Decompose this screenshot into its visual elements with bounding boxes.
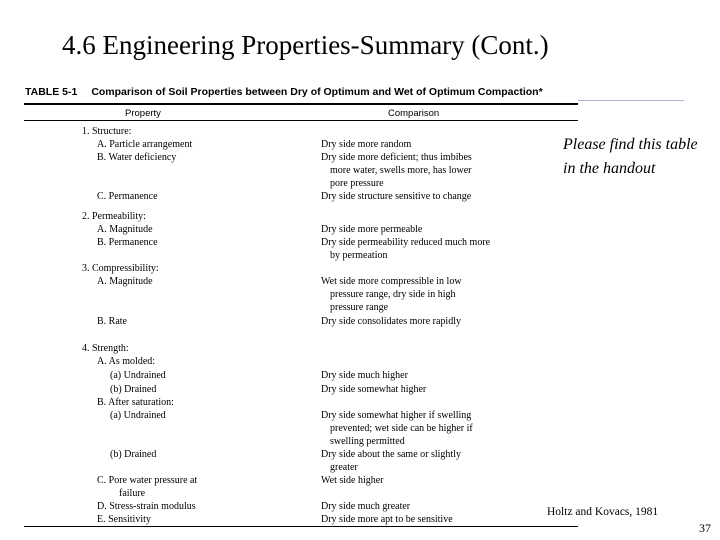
property-cell: (b) Drained [110,384,157,395]
comparison-cell [321,369,408,382]
comparison-line: more water, swells more, has lower [330,165,472,176]
property-cell: (a) Undrained [110,370,166,381]
property-cell: (a) Undrained [110,410,166,421]
comparison-line: Dry side somewhat higher if swelling [321,410,472,421]
comparison-line: Dry side permeability reduced much more [321,237,491,248]
table-number: TABLE 5-1 [25,86,78,98]
header-bottom-rule [24,120,578,121]
property-cell: B. Water deficiency [97,152,177,163]
property-cell: C. Pore water pressure at [97,475,198,486]
comparison-cell [321,275,462,314]
property-cell: A. Particle arrangement [97,139,193,150]
comparison-line: Dry side somewhat higher [321,384,427,395]
comparison-cell [321,474,384,487]
table-caption [25,86,543,98]
property-cell: B. After saturation: [97,397,174,408]
comparison-line: pressure range, dry side in high [330,289,456,300]
comparison-line: Wet side higher [321,475,384,486]
comparison-cell [321,223,422,236]
comparison-line: prevented; wet side can be higher if [330,423,473,434]
page-number: 37 [699,521,711,535]
handout-note: Please find this table in the handout [563,136,698,177]
comparison-cell [321,500,410,513]
comparison-cell [321,409,473,448]
property-cell: 2. Permeability: [82,211,146,222]
property-cell: A. Magnitude [97,276,153,287]
column-header-comparison: Comparison [388,108,440,119]
property-cell: A. Magnitude [97,224,153,235]
comparison-line: Dry side much greater [321,501,411,512]
comparison-cell [321,315,461,328]
comparison-line: Dry side more deficient; thus imbibes [321,152,472,163]
comparison-line: Dry side much higher [321,370,408,381]
decorative-rule [578,100,684,101]
comparison-line: Wet side more compressible in low [321,276,462,287]
comparison-line: Dry side more apt to be sensitive [321,514,453,525]
slide-title: 4.6 Engineering Properties-Summary (Cont.) [62,30,549,60]
comparison-cell [321,448,461,474]
comparison-line: pressure range [330,302,389,313]
comparison-cell [321,190,471,203]
comparison-line: pore pressure [330,178,384,189]
property-cell: D. Stress-strain modulus [97,501,196,512]
column-header-property: Property [125,108,161,119]
comparison-line: greater [330,462,358,473]
table-caption-text: Comparison of Soil Properties between Dry of Optimum and Wet of Optimum Compaction* [91,86,543,98]
property-cell: 3. Compressibility: [82,263,159,274]
comparison-line: Dry side about the same or slightly [321,449,461,460]
comparison-line: Dry side more permeable [321,224,423,235]
property-cell: C. Permanence [97,191,158,202]
comparison-cell [321,151,472,190]
table-top-rule [24,103,578,105]
comparison-line: Dry side more random [321,139,412,150]
comparison-line: by permeation [330,250,388,261]
property-cell: (b) Drained [110,449,157,460]
comparison-line: Dry side consolidates more rapidly [321,316,461,327]
property-cell: E. Sensitivity [97,514,151,525]
property-cell: B. Permanence [97,237,158,248]
property-cell: A. As molded: [97,356,156,367]
comparison-cell [321,138,411,151]
property-cell: failure [119,488,146,499]
source-credit: Holtz and Kovacs, 1981 [547,506,659,518]
comparison-cell [321,236,490,262]
comparison-cell [321,383,426,396]
property-cell: 4. Strength: [82,343,129,354]
table-bottom-rule [24,526,578,527]
comparison-cell [321,513,453,526]
comparison-line: swelling permitted [330,436,405,447]
property-cell: B. Rate [97,316,127,327]
comparison-line: Dry side structure sensitive to change [321,191,472,202]
property-cell: 1. Structure: [82,126,132,137]
